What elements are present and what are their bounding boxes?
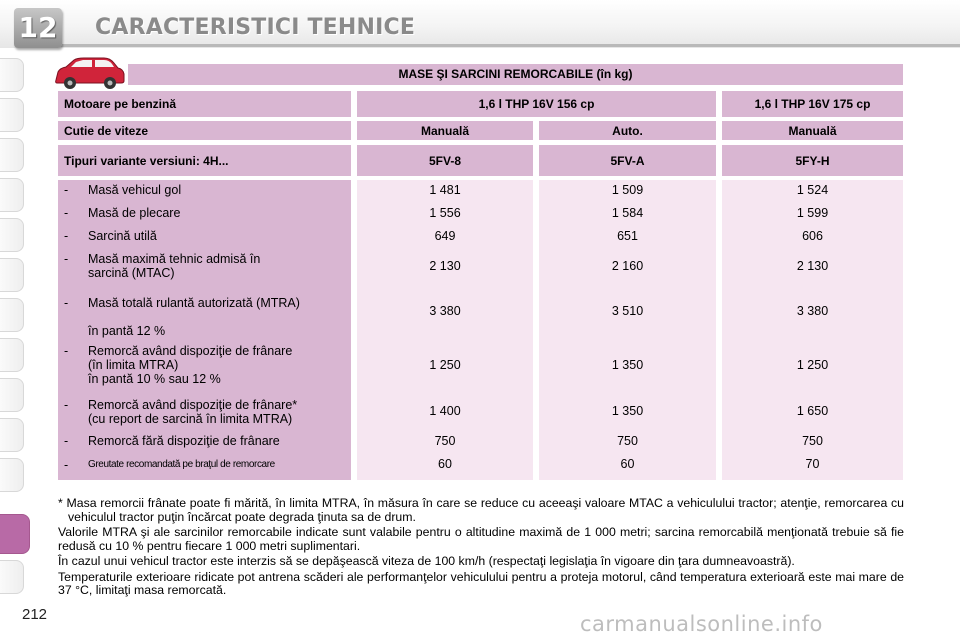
row-5-value-1: 1 250 (429, 358, 461, 372)
row-0-value-2: 1 509 (611, 183, 644, 197)
side-tab-8[interactable] (0, 338, 24, 372)
side-tab-3[interactable] (0, 138, 24, 172)
row-1-value-2: 1 584 (611, 206, 644, 220)
side-tab-4[interactable] (0, 178, 24, 212)
row-7-value-1: 750 (434, 434, 456, 448)
row-4-value-3: 3 380 (796, 304, 829, 318)
row-1-value-3: 1 599 (796, 206, 829, 220)
side-tab-11[interactable] (0, 458, 24, 492)
row-8-value-1: 60 (438, 457, 452, 471)
row-4-value-2: 3 510 (611, 304, 644, 318)
side-tab-1[interactable] (0, 58, 24, 92)
variant-3: 5FY-H (722, 145, 903, 176)
engine-1: 1,6 l THP 16V 156 cp (357, 91, 716, 117)
row-5-value-2: 1 350 (611, 358, 644, 372)
row-0-value-3: 1 524 (796, 183, 829, 197)
row-1-value-1: 1 556 (429, 206, 461, 220)
row-6-value-1: 1 400 (429, 404, 461, 418)
row-3-value-3: 2 130 (796, 259, 829, 273)
row-2-value-1: 649 (434, 229, 456, 243)
row-2-value-2: 651 (617, 229, 638, 243)
gearbox-3: Manuală (722, 121, 903, 140)
row-5-value-3: 1 250 (796, 358, 829, 372)
note-speed: În cazul unui vehicul tractor este interzis să se depăşească viteza de 100 km/h (respectaţi legislaţia în vigoare din ţara dumneavoastră). (58, 554, 795, 568)
row-2-value-3: 606 (802, 229, 823, 243)
row-0-value-1: 1 481 (429, 183, 461, 197)
row-6-value-3: 1 650 (796, 404, 829, 418)
gearbox-2: Auto. (539, 121, 716, 140)
side-tab-9[interactable] (0, 378, 24, 412)
note-temperature: Temperaturile exterioare ridicate pot antrena scăderi ale performanţelor vehiculului pentru a proteja motorul, când temperatura exterioară este mai mare de 37 °C, limitaţi masa remorcată. (58, 569, 904, 597)
variants-label: Tipuri variante versiuni: 4H... (58, 145, 351, 176)
variant-2: 5FV-A (539, 145, 716, 176)
row-6-value-2: 1 350 (611, 404, 644, 418)
side-tab-10[interactable] (0, 418, 24, 452)
engine-2: 1,6 l THP 16V 175 cp (722, 91, 903, 117)
side-tab-2[interactable] (0, 98, 24, 132)
row-4-value-1: 3 380 (429, 304, 461, 318)
chapter-badge: 12 (14, 8, 62, 48)
notes (58, 497, 904, 600)
variant-1: 5FV-8 (357, 145, 533, 176)
gearbox-1: Manuală (357, 121, 533, 140)
car-icon (52, 56, 126, 90)
row-7-value-2: 750 (617, 434, 638, 448)
side-tab-13[interactable] (0, 560, 24, 594)
row-3-value-2: 2 160 (611, 259, 644, 273)
row-8-value-2: 60 (620, 457, 635, 471)
section-title: MASE ŞI SARCINI REMORCABILE (în kg) (128, 64, 903, 85)
watermark: carmanualsonline.info (580, 612, 823, 636)
side-tab-5[interactable] (0, 218, 24, 252)
page-title: CARACTERISTICI TEHNICE (95, 15, 416, 40)
row-7-value-3: 750 (802, 434, 823, 448)
row-3-value-1: 2 130 (429, 259, 461, 273)
side-tab-7[interactable] (0, 298, 24, 332)
gearbox-label: Cutie de viteze (58, 121, 351, 140)
header-divider (60, 44, 960, 47)
page-number: 212 (22, 606, 48, 623)
engine-label: Motoare pe benzină (58, 91, 351, 117)
note-altitude: Valorile MTRA şi ale sarcinilor remorcabile indicate sunt valabile pentru o altitudine maximă de 1 000 metri; sarcina remorcabilă menţionată trebuie să fie redusă cu 10 % pentru fiecare 1 000 metri suplimentari. (58, 525, 904, 553)
side-tab-active[interactable] (0, 514, 30, 554)
side-tab-6[interactable] (0, 258, 24, 292)
note-footnote: * Masa remorcii frânate poate fi mărită, în limita MTRA, în măsura în care se reduce cu aceeaşi valoare MTAC a vehiculului tractor; atenţie, remorcarea cu vehiculul tractor puţin încărcat poate degrada ţinuta sa de drum. (58, 496, 904, 524)
row-8-value-3: 70 (805, 457, 820, 471)
